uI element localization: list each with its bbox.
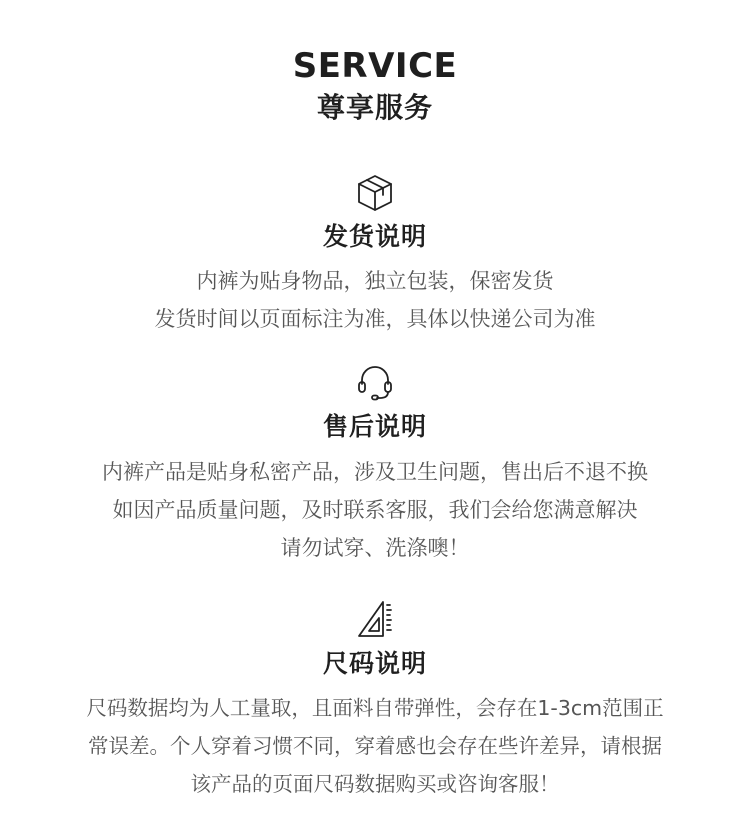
text-line: 尺码数据均为人工量取，且面料自带弹性，会存在1-3cm范围正 — [86, 696, 664, 720]
package-box-icon — [355, 173, 395, 213]
section-text-shipping — [0, 262, 750, 338]
ruler-triangle-icon — [355, 599, 395, 639]
text-line: 该产品的页面尺码数据购买或咨询客服！ — [190, 772, 560, 796]
headset-icon — [355, 362, 395, 402]
section-text-aftersales — [0, 453, 750, 567]
text-line: 发货时间以页面标注为准，具体以快递公司为准 — [154, 307, 596, 331]
section-heading-aftersales: 售后说明 — [322, 412, 427, 441]
text-line: 请勿试穿、洗涤噢！ — [280, 536, 470, 560]
text-line: 常误差。个人穿着习惯不同，穿着感也会存在些许差异，请根据 — [88, 734, 662, 758]
section-heading-size: 尺码说明 — [322, 649, 427, 678]
page-title-en: SERVICE — [292, 46, 458, 86]
text-line: 内裤为贴身物品，独立包装，保密发货 — [196, 269, 554, 293]
text-line: 如因产品质量问题，及时联系客服，我们会给您满意解决 — [112, 498, 638, 522]
section-heading-shipping: 发货说明 — [322, 222, 427, 251]
section-text-size — [0, 689, 750, 803]
page-title-cn: 尊享服务 — [316, 91, 433, 124]
text-line: 内裤产品是贴身私密产品，涉及卫生问题，售出后不退不换 — [102, 460, 648, 484]
